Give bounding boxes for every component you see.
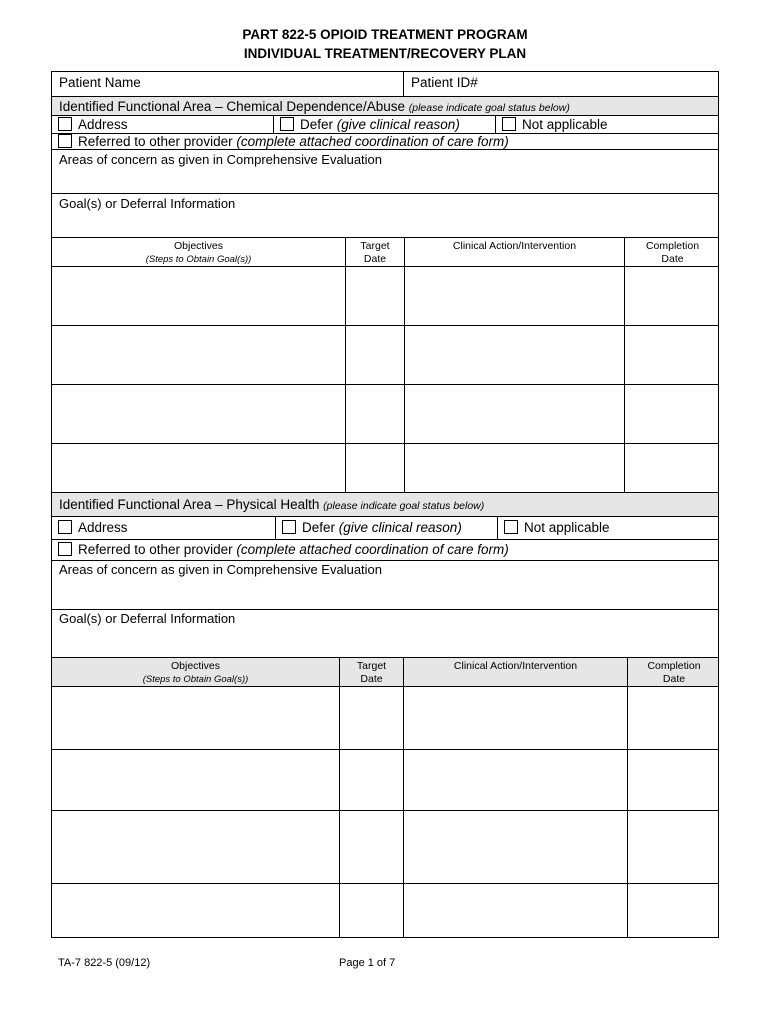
goal-status-row — [52, 116, 718, 134]
clinical-action-cell[interactable] — [404, 267, 624, 325]
table-row — [52, 884, 718, 937]
patient-id-label: Patient ID# — [411, 75, 478, 90]
target-date-cell[interactable] — [339, 811, 403, 883]
referred-label: Referred to other provider — [78, 542, 237, 557]
patient-name-field[interactable] — [52, 72, 403, 96]
clinical-action-cell[interactable] — [404, 385, 624, 443]
target-date-header: Target Date — [345, 238, 404, 266]
functional-area-note: (please indicate goal status below) — [408, 102, 570, 114]
table-row — [52, 687, 718, 750]
defer-label: Defer — [302, 520, 339, 535]
table-row — [52, 326, 718, 385]
form-title-line1: PART 822-5 OPIOID TREATMENT PROGRAM — [242, 27, 528, 42]
referred-note: (complete attached coordination of care form) — [236, 134, 509, 149]
objective-cell[interactable] — [52, 750, 339, 810]
defer-note: (give clinical reason) — [336, 117, 460, 132]
address-label: Address — [78, 117, 128, 132]
clinical-action-cell[interactable] — [404, 444, 624, 493]
functional-area-label: Identified Functional Area – Chemical Dependence/Abuse — [59, 99, 405, 114]
not-applicable-label: Not applicable — [524, 520, 610, 535]
referred-label: Referred to other provider — [78, 134, 237, 149]
completion-date-cell[interactable] — [624, 385, 720, 443]
referred-checkbox[interactable] — [58, 542, 72, 556]
clinical-action-cell[interactable] — [404, 326, 624, 384]
completion-date-header: Completion Date — [627, 658, 720, 686]
table-row — [52, 750, 718, 811]
areas-of-concern-field[interactable] — [52, 150, 718, 194]
areas-of-concern-label: Areas of concern as given in Comprehensive Evaluation — [59, 152, 383, 167]
target-date-cell[interactable] — [339, 687, 403, 749]
completion-date-cell[interactable] — [627, 750, 720, 810]
table-row — [52, 811, 718, 884]
completion-date-cell[interactable] — [624, 444, 720, 493]
areas-of-concern-field[interactable] — [52, 561, 718, 610]
not-applicable-checkbox[interactable] — [504, 520, 518, 534]
table-row — [52, 385, 718, 444]
goal-status-row — [52, 517, 718, 540]
completion-date-cell[interactable] — [624, 267, 720, 325]
target-date-cell[interactable] — [345, 444, 404, 493]
objectives-table-header — [52, 238, 718, 267]
not-applicable-label: Not applicable — [522, 117, 608, 132]
goal-field[interactable] — [52, 610, 718, 658]
target-date-cell[interactable] — [345, 385, 404, 443]
clinical-action-header: Clinical Action/Intervention — [404, 238, 624, 266]
table-row — [52, 267, 718, 326]
referred-note: (complete attached coordination of care form) — [236, 542, 509, 557]
referred-checkbox[interactable] — [58, 134, 72, 148]
target-date-cell[interactable] — [339, 884, 403, 937]
objective-cell[interactable] — [52, 267, 345, 325]
objectives-header: Objectives (Steps to Obtain Goal(s)) — [142, 660, 249, 685]
clinical-action-cell[interactable] — [403, 811, 627, 883]
patient-name-label: Patient Name — [59, 75, 141, 90]
defer-label: Defer — [300, 117, 337, 132]
completion-date-cell[interactable] — [627, 687, 720, 749]
form-title-line2: INDIVIDUAL TREATMENT/RECOVERY PLAN — [243, 46, 527, 61]
target-date-cell[interactable] — [345, 267, 404, 325]
target-date-header: Target Date — [339, 658, 403, 686]
objective-cell[interactable] — [52, 884, 339, 937]
clinical-action-cell[interactable] — [403, 687, 627, 749]
objective-cell[interactable] — [52, 444, 345, 493]
functional-area-row — [52, 493, 718, 517]
section-physical-health — [51, 492, 719, 938]
section-chemical-dependence — [51, 71, 719, 493]
form-id: TA-7 822-5 (09/12) — [58, 957, 151, 969]
not-applicable-checkbox[interactable] — [502, 117, 516, 131]
defer-checkbox[interactable] — [280, 117, 294, 131]
objective-cell[interactable] — [52, 385, 345, 443]
completion-date-cell[interactable] — [624, 326, 720, 384]
goal-field[interactable] — [52, 194, 718, 238]
goal-label: Goal(s) or Deferral Information — [59, 611, 236, 626]
patient-id-field[interactable] — [403, 72, 720, 96]
completion-date-cell[interactable] — [627, 811, 720, 883]
referred-row — [52, 134, 718, 150]
functional-area-row — [52, 97, 718, 116]
address-checkbox[interactable] — [58, 117, 72, 131]
clinical-action-cell[interactable] — [403, 884, 627, 937]
goal-label: Goal(s) or Deferral Information — [59, 196, 236, 211]
defer-note: (give clinical reason) — [338, 520, 462, 535]
target-date-cell[interactable] — [339, 750, 403, 810]
address-checkbox[interactable] — [58, 520, 72, 534]
clinical-action-cell[interactable] — [403, 750, 627, 810]
objective-cell[interactable] — [52, 326, 345, 384]
objective-cell[interactable] — [52, 811, 339, 883]
address-label: Address — [78, 520, 128, 535]
clinical-action-header: Clinical Action/Intervention — [403, 658, 627, 686]
objectives-table-header — [52, 658, 718, 687]
objectives-header: Objectives (Steps to Obtain Goal(s)) — [145, 240, 252, 265]
page-number: Page 1 of 7 — [339, 957, 396, 969]
completion-date-header: Completion Date — [624, 238, 720, 266]
areas-of-concern-label: Areas of concern as given in Comprehensive Evaluation — [59, 562, 383, 577]
completion-date-cell[interactable] — [627, 884, 720, 937]
table-row — [52, 444, 718, 493]
patient-row — [52, 72, 718, 97]
functional-area-label: Identified Functional Area – Physical Health — [59, 497, 320, 512]
defer-checkbox[interactable] — [282, 520, 296, 534]
target-date-cell[interactable] — [345, 326, 404, 384]
referred-row — [52, 540, 718, 561]
functional-area-note: (please indicate goal status below) — [323, 500, 485, 512]
objective-cell[interactable] — [52, 687, 339, 749]
